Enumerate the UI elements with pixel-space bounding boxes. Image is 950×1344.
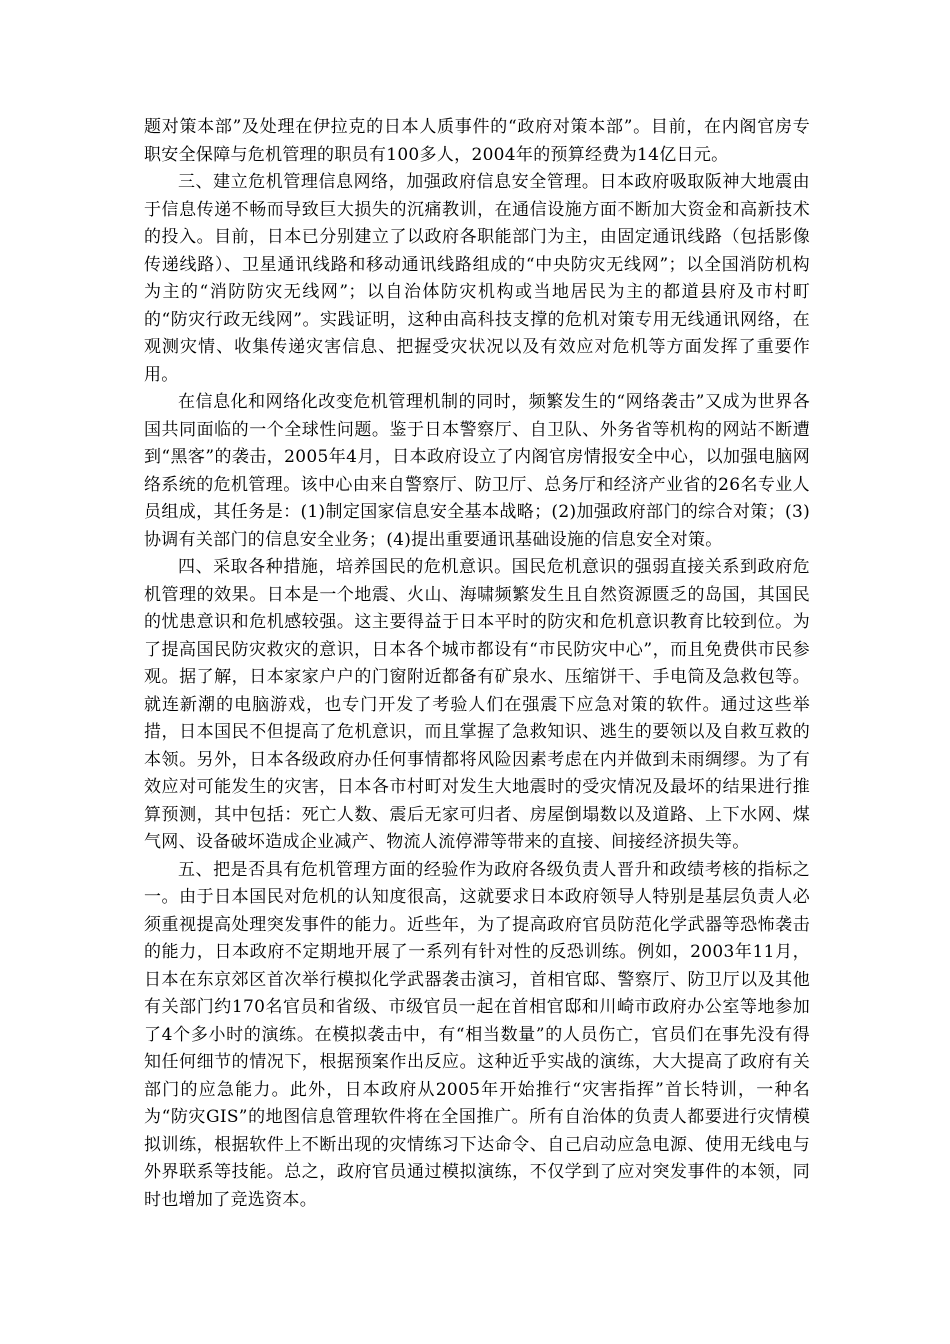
paragraph-section-four: 四、采取各种措施，培养国民的危机意识。国民危机意识的强弱直接关系到政府危机管理的效果。日本是一个地震、火山、海啸频繁发生且自然资源匮乏的岛国，其国民的忧患意识和危机感较强。这主要得益于日本平时的防灾和危机意识教育比较到位。为了提高国民防灾救灾的意识，日本各个城市都设有“市民防灾中心”，而且免费供市民参观。据了解，日本家家户户的门窗附近都备有矿泉水、压缩饼干、手电筒及急救包等。就连新潮的电脑游戏，也专门开发了考验人们在强震下应急对策的软件。通过这些举措，日本国民不但提高了危机意识，而且掌握了急救知识、逃生的要领以及自救互救的本领。另外，日本各级政府办任何事情都将风险因素考虑在内并做到未雨绸缪。为了有效应对可能发生的灾害，日本各市村町对发生大地震时的受灾情况及最坏的结果进行推算预测，其中包括：死亡人数、震后无家可归者、房屋倒塌数以及道路、上下水网、煤气网、设备破坏造成企业减产、物流人流停滞等带来的直接、间接经济损失等。	[144, 557, 810, 852]
paragraph-section-five: 五、把是否具有危机管理方面的经验作为政府各级负责人晋升和政绩考核的指标之一。由于日本国民对危机的认知度很高，这就要求日本政府领导人特别是基层负责人必须重视提高处理突发事件的能力。近些年，为了提高政府官员防范化学武器等恐怖袭击的能力，日本政府不定期地开展了一系列有针对性的反恐训练。例如，2003年11月，日本在东京郊区首次举行模拟化学武器袭击演习，首相官邸、警察厅、防卫厅以及其他有关部门约170名官员和省级、市级官员一起在首相官邸和川崎市政府办公室等地参加了4个多小时的演练。在模拟袭击中，有“相当数量”的人员伤亡，官员们在事先没有得知任何细节的情况下，根据预案作出反应。这种近乎实战的演练，大大提高了政府有关部门的应急能力。此外，日本政府从2005年开始推行“灾害指挥”首长特训，一种名为“防灾GIS”的地图信息管理软件将在全国推广。所有自治体的负责人都要进行灾情模拟训练，根据软件上不断出现的灾情练习下达命令、自己启动应急电源、使用无线电与外界联系等技能。总之，政府官员通过模拟演练，不仅学到了应对突发事件的本领，同时也增加了竞选资本。	[144, 859, 810, 1210]
paragraph-network-security: 在信息化和网络化改变危机管理机制的同时，频繁发生的“网络袭击”又成为世界各国共同面临的一个全球性问题。鉴于日本警察厅、自卫队、外务省等机构的网站不断遭到“黑客”的袭击，2005年4月，日本政府设立了内阁官房情报安全中心，以加强电脑网络系统的危机管理。该中心由来自警察厅、防卫厅、总务厅和经济产业省的26名专业人员组成，其任务是：(1)制定国家信息安全基本战略；(2)加强政府部门的综合对策；(3)协调有关部门的信息安全业务；(4)提出重要通讯基础设施的信息安全对策。	[144, 392, 810, 550]
document-page	[144, 114, 810, 1214]
paragraph-continuation: 题对策本部”及处理在伊拉克的日本人质事件的“政府对策本部”。目前，在内阁官房专职安全保障与危机管理的职员有100多人，2004年的预算经费为14亿日元。	[144, 117, 810, 165]
paragraph-section-three: 三、建立危机管理信息网络，加强政府信息安全管理。日本政府吸取阪神大地震由于信息传递不畅而导致巨大损失的沉痛教训，在通信设施方面不断加大资金和高新技术的投入。目前，日本已分别建立了以政府各职能部门为主，由固定通讯线路（包括影像传递线路）、卫星通讯线路和移动通讯线路组成的“中央防灾无线网”；以全国消防机构为主的“消防防灾无线网”；以自治体防灾机构或当地居民为主的都道县府及市村町的“防灾行政无线网”。实践证明，这种由高科技支撑的危机对策专用无线通讯网络，在观测灾情、收集传递灾害信息、把握受灾状况以及有效应对危机等方面发挥了重要作用。	[144, 172, 810, 385]
